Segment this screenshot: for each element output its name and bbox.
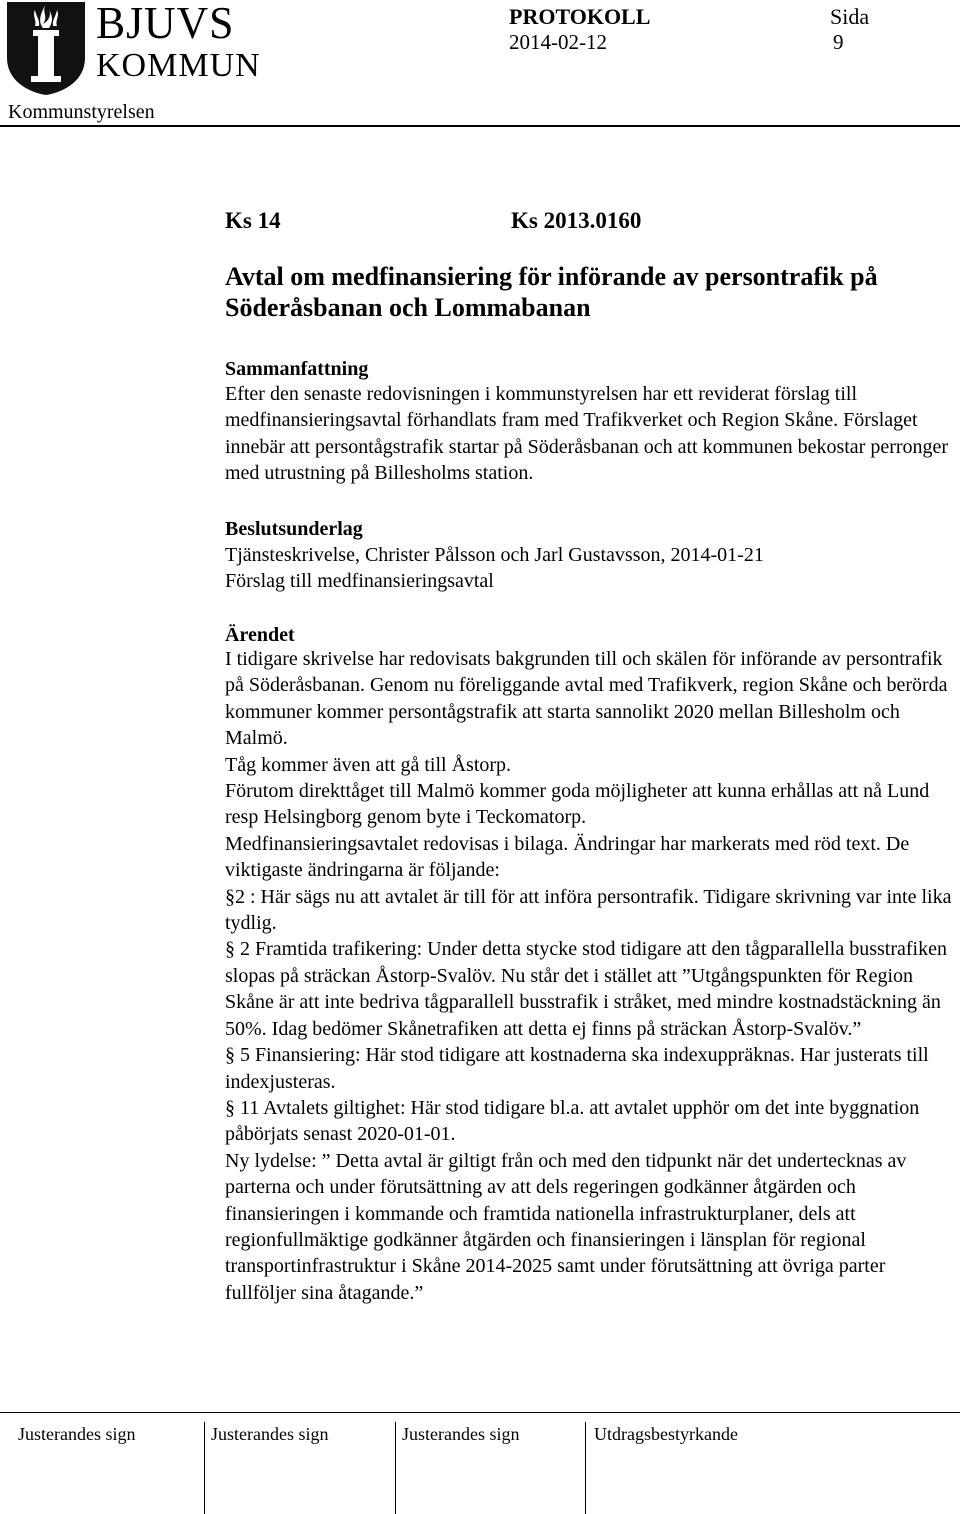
section-heading-summary: Sammanfattning — [225, 358, 369, 380]
logo-wordmark-kommun: KOMMUN — [96, 47, 261, 84]
matter-paragraph: § 11 Avtalets giltighet: Här stod tidigare bl.a. att avtalet upphör om det inte byggnation påbörjats senast 2020-01-01. — [225, 1096, 920, 1146]
section-heading-matter: Ärendet — [225, 624, 295, 646]
footer-divider — [0, 1412, 960, 1413]
matter-paragraph: I tidigare skrivelse har redovisats bakgrunden till och skälen för införande av persontrafik på Söderåsbanan. Genom nu föreliggande avtal med Trafikverk, region Skåne och berörda kommuner kommer persontågstrafik att starta sannolikt 2020 mellan Billesholm och Malmö. — [225, 648, 948, 750]
matter-text — [225, 646, 960, 1306]
signature-divider — [204, 1422, 205, 1514]
signature-divider — [395, 1422, 396, 1514]
paragraph-number: Ks 14 — [225, 208, 281, 233]
signature-label: Justerandes sign — [402, 1424, 520, 1444]
certification-label: Utdragsbestyrkande — [594, 1424, 738, 1444]
decision-basis-item: Förslag till medfinansieringsavtal — [225, 570, 494, 593]
page-number: 9 — [833, 30, 844, 54]
signature-box-2 — [211, 1422, 328, 1512]
summary-text — [225, 381, 960, 487]
matter-paragraph: Tåg kommer även att gå till Åstorp. — [225, 753, 512, 776]
signature-label: Justerandes sign — [18, 1424, 136, 1444]
matter-paragraph: Ny lydelse: ” Detta avtal är giltigt från och med den tidpunkt när det undertecknas av parterna och under förutsättning av att dels regeringen godkänner åtgärden och finansieringen i kommande och framtida nationella infrastrukturplaner, dels att regionfullmäktige godkänner åtgärden och finansieringen i länsplan för regional transportinfrastruktur i Skåne 2014-2025 samt under förutsättning att övriga parter fullföljer sina åtagande.” — [225, 1149, 907, 1304]
matter-paragraph: Medfinansieringsavtalet redovisas i bilaga. Ändringar har markerats med röd text. De viktigaste ändringarna är följande: — [225, 832, 910, 882]
signature-box-3 — [402, 1422, 519, 1512]
case-number: Ks 2013.0160 — [511, 208, 642, 233]
decision-basis-item: Tjänsteskrivelse, Christer Pålsson och Jarl Gustavsson, 2014-01-21 — [225, 544, 764, 566]
document-type: PROTOKOLL — [509, 4, 651, 29]
section-heading-decision-basis: Beslutsunderlag — [225, 518, 363, 540]
decision-basis-list — [225, 542, 960, 595]
matter-paragraph: Förutom direkttåget till Malmö kommer goda möjligheter att kunna erhållas att nå Lund resp Helsingborg genom byte i Teckomatorp. — [225, 780, 930, 829]
summary-paragraph: Efter den senaste redovisningen i kommunstyrelsen har ett reviderat förslag till medfinansieringsavtal förhandlats fram med Trafikverket och Region Skåne. Förslaget innebär att persontågstrafik startar på Söderåsbanan och att kommunen bekostar perronger med utrustning på Billesholms station. — [225, 383, 949, 485]
agenda-item-title: Avtal om medfinansiering för införande av persontrafik på Söderåsbanan och Lommabanan — [225, 262, 878, 322]
document-date: 2014-02-12 — [509, 30, 607, 54]
header-divider — [0, 125, 960, 127]
signature-divider — [585, 1422, 586, 1514]
logo-wordmark-bjuvs: BJUVS — [96, 0, 235, 48]
municipal-emblem-icon — [5, 0, 87, 101]
certification-box — [594, 1422, 738, 1512]
signature-label: Justerandes sign — [211, 1424, 329, 1444]
signature-box-1 — [18, 1422, 135, 1512]
matter-paragraph: § 2 Framtida trafikering: Under detta stycke stod tidigare att den tågparallella busstrafiken slopas på sträckan Åstorp-Svalöv. Nu står det i stället att ”Utgångspunkten för Region Skåne är att inte bedriva tågparallell busstrafik i stråket, med mindre kostnadstäckning än 50%. Idag bedömer Skånetrafiken att detta ej finns på sträckan Åstorp-Svalöv.” — [225, 938, 947, 1040]
matter-paragraph: § 5 Finansiering: Här stod tidigare att kostnaderna ska indexuppräknas. Har justerats till indexjusteras. — [225, 1044, 929, 1093]
unit-name: Kommunstyrelsen — [8, 101, 155, 123]
page-label: Sida — [830, 4, 870, 29]
matter-paragraph: §2 : Här sägs nu att avtalet är till för att införa persontrafik. Tidigare skrivning var inte lika tydlig. — [225, 885, 952, 935]
